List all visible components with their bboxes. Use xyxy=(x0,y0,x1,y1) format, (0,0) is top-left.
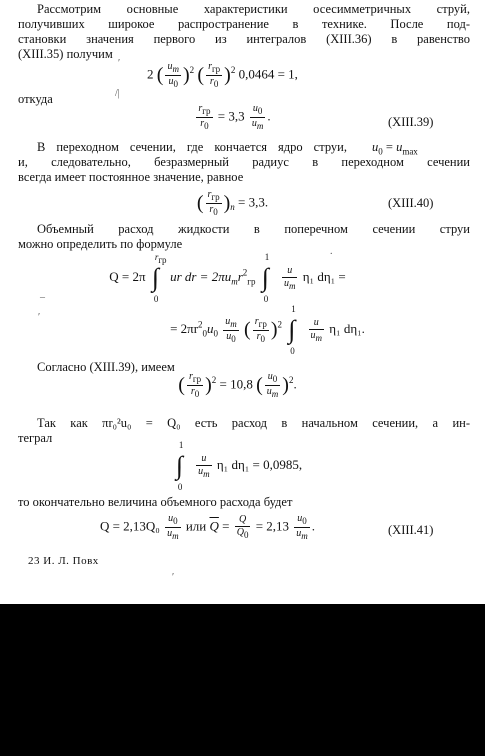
para3-line-2: можно определить по формуле xyxy=(18,237,183,251)
equation-label-xiii-40: (XIII.40) xyxy=(388,196,434,210)
equation-xiii-41: Q = 2,13Q₀ $\frac{u_0}{u_m}$ или $\overline{Q}$ = $\frac{Q}{Q_0}$ = 2,13 $\frac{u_0}{u_m}$ . xyxy=(99,513,316,541)
scan-speck: . xyxy=(330,246,333,257)
equation-label-xiii-41: (XIII.41) xyxy=(388,523,434,537)
para2-line-2: и, следовательно, безразмерный радиус в переходном сечении xyxy=(18,155,470,169)
scan-speck: – xyxy=(40,292,45,303)
para5-line-1: Так как πr₀²u₀ = Q₀ есть расход в начальном сечении, а ин- xyxy=(37,416,470,430)
word-otkuda: откуда xyxy=(18,92,53,106)
para1-line-4: (XIII.35) получим xyxy=(18,47,113,61)
equation-label-xiii-39: (XIII.39) xyxy=(388,115,434,129)
equation-integral: 1 ∫ 0 $\frac{u}{u_m}$ η₁ dη₁ = 0,0985, xyxy=(175,440,303,492)
para2-line-1: В переходном сечении, где кончается ядро струи, xyxy=(37,140,347,154)
para2-condition: $u_0 = u_{max}$ xyxy=(372,140,418,157)
para3-line-1: Объемный расход жидкости в поперечном сечении струи xyxy=(37,222,470,236)
scan-speck: ′ xyxy=(38,312,41,323)
para1-line-1: Рассмотрим основные характеристики осесимметричных струй, xyxy=(37,2,470,16)
equation-flow-rate-2: = $2\pi r^2_0u_0$ $\frac{u_m}{u_0}$ ( $\frac{r_{гр}}{r_0}$ )$^2$ 1 ∫ 0 $\frac{u}{u_m}$ η₁ dη₁. xyxy=(170,304,365,356)
equation-1: 2 ( $\frac{u_m}{u_0}$ )$^2$ ( $\frac{r_{гр}}{r_0}$ )$^2$ 0,0464 = 1, xyxy=(147,61,298,89)
scan-speck: ′ xyxy=(172,572,175,583)
para5-line-2: теграл xyxy=(18,431,53,445)
para1-line-2: получивших широкое распространение в технике. После под- xyxy=(18,17,470,31)
para6: то окончательно величина объемного расхода будет xyxy=(18,495,293,509)
scan-speck: /| xyxy=(115,88,120,99)
para4: Согласно (XIII.39), имеем xyxy=(37,360,175,374)
page-footer: 23 И. Л. Повх xyxy=(28,555,99,567)
equation-flow-rate-1: Q = 2π $r_{гр}$ ∫ 0 ur dr = $2\pi u_mr^2_{гр}$ 1 ∫ 0 $\frac{u}{u_m}$ η₁ dη₁ = xyxy=(109,252,346,304)
equation-xiii-39: $\frac{r_{гр}}{r_0}$ = 3,3 $\frac{u_0}{u_m}$ . xyxy=(198,103,271,131)
scan-speck: ′ xyxy=(118,58,121,69)
equation-radius-ratio: ( $\frac{r_{гр}}{r_0}$ )$^2$ = 10,8 ( $\frac{u_0}{u_m}$ )$^2$. xyxy=(178,371,297,399)
para1-line-3: становки значения первого из интегралов (XIII.36) в равенство xyxy=(18,32,470,46)
equation-xiii-40: ( $\frac{r_{гр}}{r_0}$ )$_n = 3,3$. xyxy=(196,189,269,217)
para2-line-3: всегда имеет постоянное значение, равное xyxy=(18,170,244,184)
